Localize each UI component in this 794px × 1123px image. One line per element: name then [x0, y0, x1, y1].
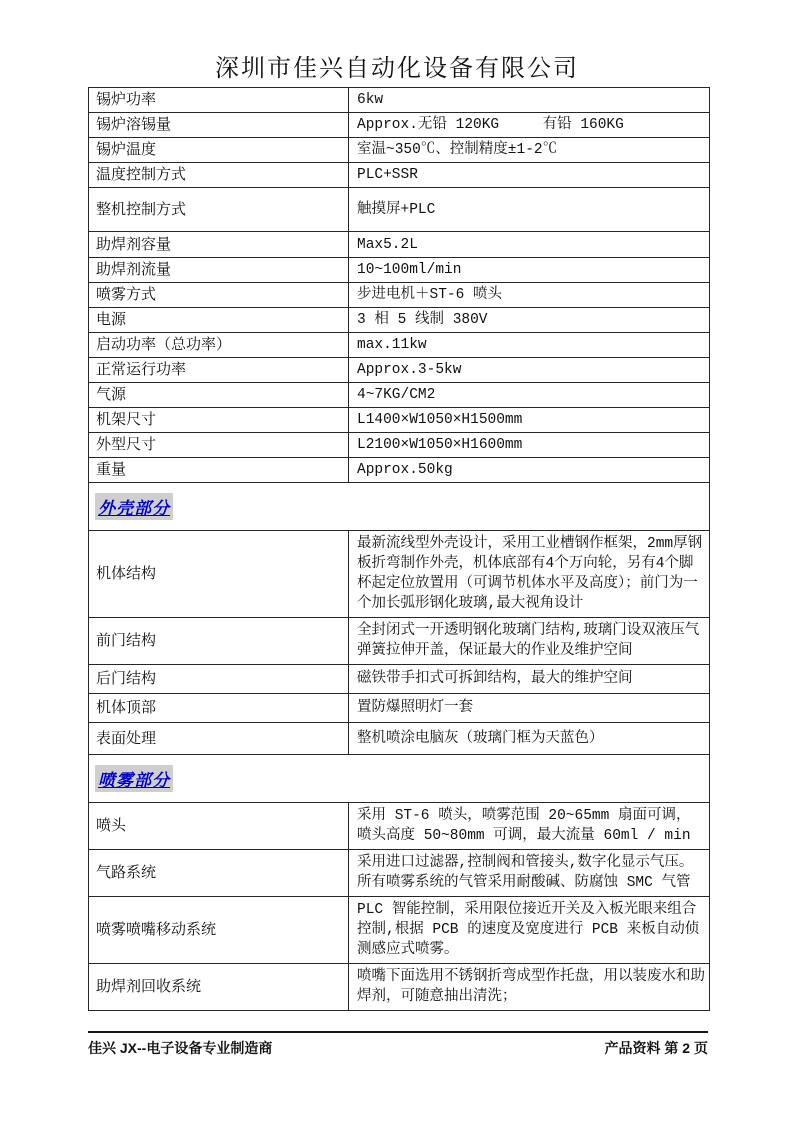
- spec-value: 室温~350℃、控制精度±1-2℃: [348, 138, 709, 162]
- section-header-row: [89, 755, 709, 803]
- spec-label: 正常运行功率: [96, 362, 187, 378]
- spec-value: 4~7KG/CM2: [348, 383, 709, 407]
- section-title-shell: 外壳部分: [95, 493, 173, 520]
- spec-label: 助焊剂容量: [96, 236, 172, 253]
- spec-label: 气源: [96, 387, 127, 403]
- spec-row: [89, 897, 709, 964]
- spec-label: 重量: [96, 462, 127, 478]
- spec-label: 锡炉功率: [96, 92, 157, 108]
- spec-label: 机体顶部: [96, 700, 157, 716]
- spec-label: 电源: [96, 312, 127, 328]
- spec-label: 温度控制方式: [96, 167, 187, 183]
- spec-row: [89, 458, 709, 483]
- spec-label: 前门结构: [96, 633, 157, 649]
- spec-row: [89, 258, 709, 283]
- spec-label: 启动功率（总功率）: [96, 337, 232, 353]
- spec-label: 喷头: [96, 818, 127, 834]
- section-title-spray: 喷雾部分: [95, 765, 173, 792]
- spec-value: 触摸屏+PLC: [348, 188, 709, 231]
- spec-value: max.11kw: [348, 333, 709, 357]
- spec-value: Approx.3-5kw: [348, 358, 709, 382]
- spec-label: 机架尺寸: [96, 412, 157, 428]
- spec-label: 喷雾喷嘴移动系统: [96, 922, 217, 938]
- spec-value: Approx.50kg: [348, 458, 709, 482]
- spec-row: [89, 723, 709, 755]
- spec-label: 助焊剂流量: [96, 262, 172, 278]
- spec-value: Max5.2L: [348, 232, 709, 257]
- spec-row: [89, 383, 709, 408]
- spec-row: [89, 618, 709, 665]
- spec-row: [89, 188, 709, 232]
- spec-label: 助焊剂回收系统: [96, 979, 202, 995]
- spec-value: PLC 智能控制，采用限位接近开关及入板光眼来组合控制,根据 PCB 的速度及宽度进行 PCB 来板自动侦测感应式喷雾。: [348, 897, 709, 963]
- spec-label: 气路系统: [96, 865, 157, 881]
- spec-label: 外型尺寸: [96, 437, 157, 453]
- spec-value: L2100×W1050×H1600mm: [348, 433, 709, 457]
- page-footer: [88, 1031, 708, 1058]
- spec-row: [89, 163, 709, 188]
- spec-value: 置防爆照明灯一套: [348, 694, 709, 722]
- spec-label: 后门结构: [96, 671, 157, 687]
- spec-row: [89, 283, 709, 308]
- spec-value: 喷嘴下面选用不锈钢折弯成型作托盘，用以装废水和助焊剂，可随意抽出清洗；: [348, 964, 709, 1010]
- spec-row: [89, 232, 709, 258]
- page-title: 深圳市佳兴自动化设备有限公司: [215, 56, 579, 82]
- spec-table: [88, 87, 710, 1011]
- spec-row: [89, 88, 709, 113]
- spec-row: [89, 333, 709, 358]
- spec-row: [89, 531, 709, 618]
- spec-label: 锡炉溶锡量: [96, 117, 172, 133]
- section-header-row: [89, 483, 709, 531]
- footer-page-number: 产品资料 第 2 页: [604, 1040, 708, 1056]
- spec-value: 3 相 5 线制 380V: [348, 308, 709, 332]
- spec-value: 步进电机＋ST-6 喷头: [348, 283, 709, 307]
- spec-value: L1400×W1050×H1500mm: [348, 408, 709, 432]
- spec-row: [89, 113, 709, 138]
- spec-value: 全封闭式一开透明钢化玻璃门结构,玻璃门设双液压气弹簧拉伸开盖，保证最大的作业及维护空间: [348, 618, 709, 664]
- spec-label: 喷雾方式: [96, 287, 157, 303]
- spec-label: 表面处理: [96, 730, 157, 747]
- spec-value: 6kw: [348, 88, 709, 112]
- spec-label: 机体结构: [96, 566, 157, 582]
- spec-value: 磁铁带手扣式可拆卸结构，最大的维护空间: [348, 665, 709, 693]
- spec-value: Approx.无铅 120KG 有铅 160KG: [348, 113, 709, 137]
- spec-row: [89, 964, 709, 1011]
- spec-row: [89, 308, 709, 333]
- spec-row: [89, 803, 709, 850]
- spec-row: [89, 138, 709, 163]
- spec-row: [89, 665, 709, 694]
- spec-label: 整机控制方式: [96, 201, 187, 218]
- spec-label: 锡炉温度: [96, 142, 157, 158]
- spec-value: 采用进口过滤器,控制阀和管接头,数字化显示气压。所有喷雾系统的气管采用耐酸碱、防腐蚀 SMC 气管: [348, 850, 709, 896]
- spec-row: [89, 850, 709, 897]
- spec-value: 采用 ST-6 喷头，喷雾范围 20~65mm 扇面可调，喷头高度 50~80mm 可调，最大流量 60ml / min: [348, 803, 709, 849]
- spec-value: 整机喷涂电脑灰（玻璃门框为天蓝色）: [348, 723, 709, 754]
- spec-row: [89, 694, 709, 723]
- spec-value: 最新流线型外壳设计，采用工业槽钢作框架，2mm厚钢板折弯制作外壳，机体底部有4个万向轮，另有4个脚杯起定位放置用（可调节机体水平及高度）；前门为一个加长弧形钢化玻璃,最大视角设计: [348, 531, 709, 617]
- spec-value: PLC+SSR: [348, 163, 709, 187]
- spec-value: 10~100ml/min: [348, 258, 709, 282]
- footer-company: 佳兴 JX--电子设备专业制造商: [88, 1040, 273, 1056]
- spec-row: [89, 433, 709, 458]
- spec-row: [89, 408, 709, 433]
- spec-row: [89, 358, 709, 383]
